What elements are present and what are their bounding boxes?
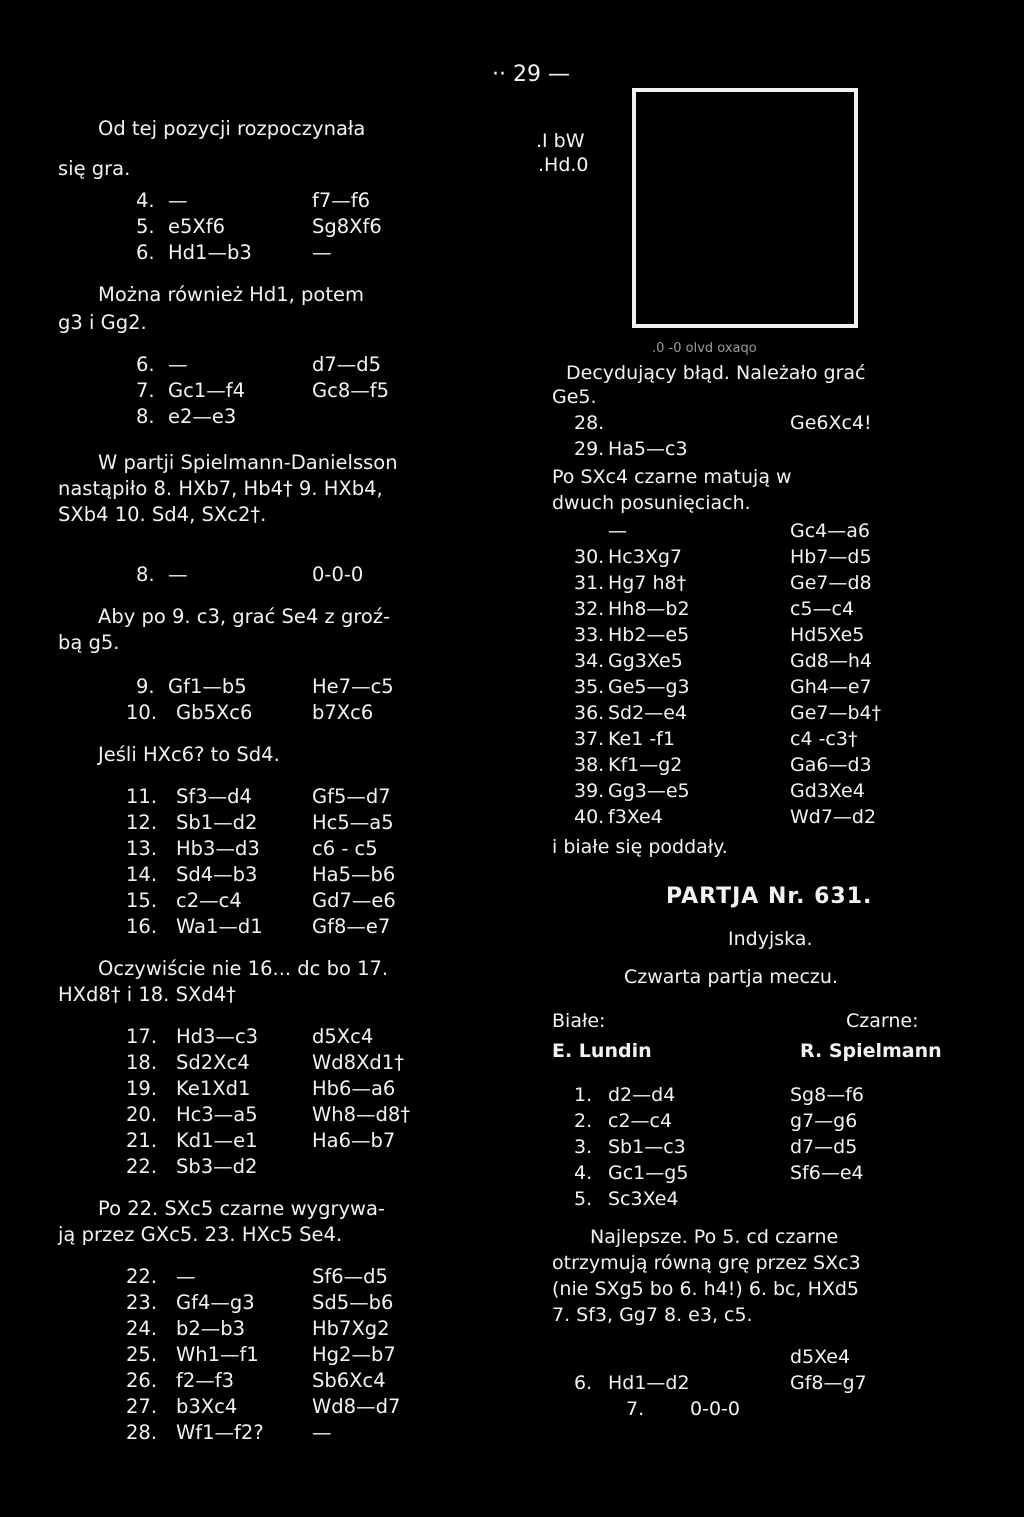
move-white: Hh8—b2: [608, 598, 690, 620]
move-number: 28.: [574, 412, 605, 434]
move-number: 2.: [574, 1110, 593, 1132]
move-black: Ga6—d3: [790, 754, 872, 776]
move-number: 17.: [126, 1025, 158, 1048]
move-black: —: [312, 1421, 332, 1444]
move-black: Gc8—f5: [312, 379, 390, 402]
move-number: 7.: [626, 1398, 645, 1420]
move-white: Hd1—d2: [608, 1372, 690, 1394]
left-text-line: nastąpiło 8. HXb7, Hb4† 9. HXb4,: [58, 477, 383, 500]
move-white: Gf4—g3: [176, 1291, 255, 1314]
move-black: Hb7Xg2: [312, 1317, 390, 1340]
move-number: 14.: [126, 863, 158, 886]
move-white: c2—c4: [176, 889, 242, 912]
move-black: Gf8—g7: [790, 1372, 867, 1394]
diagram-bleed: .0 -0 olvd oxaqo: [652, 341, 757, 356]
left-text-line: ją przez GXc5. 23. HXc5 Se4.: [58, 1223, 343, 1246]
move-white: Sd2Xc4: [176, 1051, 250, 1074]
move-white: Ke1Xd1: [176, 1077, 251, 1100]
move-black: c5—c4: [790, 598, 855, 620]
move-black: Ha6—b7: [312, 1129, 396, 1152]
move-number: 8.: [136, 563, 155, 586]
move-number: 30.: [574, 546, 605, 568]
move-black: Ha5—b6: [312, 863, 396, 886]
move-black: d7—d5: [790, 1136, 858, 1158]
move-black: Hb7—d5: [790, 546, 872, 568]
move-number: 40.: [574, 806, 605, 828]
move-white: Hb2—e5: [608, 624, 690, 646]
comment-line: Po SXc4 czarne matują w: [552, 466, 792, 488]
move-white: b3Xc4: [176, 1395, 238, 1418]
move-black: Wd7—d2: [790, 806, 877, 828]
move-white: —: [176, 1265, 196, 1288]
move-number: 23.: [126, 1291, 158, 1314]
move-white: —: [608, 520, 627, 542]
move-black: Gd8—h4: [790, 650, 873, 672]
move-black: He7—c5: [312, 675, 394, 698]
move-number: 10.: [126, 701, 158, 724]
move-white: Wh1—f1: [176, 1343, 259, 1366]
left-text-line: Oczywiście nie 16... dc bo 17.: [98, 957, 389, 980]
left-text-line: się gra.: [58, 157, 131, 180]
move-black: —: [312, 241, 332, 264]
move-black: Hd5Xe5: [790, 624, 865, 646]
move-number: 31.: [574, 572, 605, 594]
move-number: 18.: [126, 1051, 158, 1074]
move-black: c4 -c3†: [790, 728, 858, 750]
move-black: Sg8Xf6: [312, 215, 382, 238]
move-number: 7.: [136, 379, 155, 402]
move-black: d5Xc4: [312, 1025, 374, 1048]
move-white: Sb1—d2: [176, 811, 258, 834]
move-number: 24.: [126, 1317, 158, 1340]
move-black: Wd8Xd1†: [312, 1051, 404, 1074]
move-number: 4.: [574, 1162, 593, 1184]
move-black: Sg8—f6: [790, 1084, 864, 1106]
move-white: Ha5—c3: [608, 438, 688, 460]
black-player: R. Spielmann: [800, 1040, 942, 1062]
move-black: Hb6—a6: [312, 1077, 396, 1100]
left-text-line: bą g5.: [58, 631, 120, 654]
move-white: Wf1—f2?: [176, 1421, 264, 1444]
move-number: 6.: [136, 241, 155, 264]
move-number: 29.: [574, 438, 605, 460]
diagram-label-2: .Hd.0: [538, 154, 589, 176]
move-number: 9.: [136, 675, 155, 698]
move-white: Sb3—d2: [176, 1155, 258, 1178]
left-text-line: W partji Spielmann-Danielsson: [98, 451, 398, 474]
move-black: 0-0-0: [312, 563, 364, 586]
comment-line: Ge5.: [552, 386, 597, 408]
move-white: Sc3Xe4: [608, 1188, 679, 1210]
page-number-dash-right: —: [540, 62, 570, 87]
move-number: 22.: [126, 1265, 158, 1288]
move-black: Ge7—b4†: [790, 702, 882, 724]
move-number: 22.: [126, 1155, 158, 1178]
move-number: 38.: [574, 754, 605, 776]
move-white: Sb1—c3: [608, 1136, 686, 1158]
move-number: 20.: [126, 1103, 158, 1126]
move-number: 3.: [574, 1136, 593, 1158]
resign-line: i białe się poddały.: [552, 836, 728, 858]
move-black: Hc5—a5: [312, 811, 394, 834]
move-number: 6.: [574, 1372, 593, 1394]
move-black: Sf6—e4: [790, 1162, 864, 1184]
move-number: 13.: [126, 837, 158, 860]
game-title: PARTJA Nr. 631.: [666, 884, 873, 909]
move-white: b2—b3: [176, 1317, 246, 1340]
move-white: e5Xf6: [168, 215, 226, 238]
page-number-value: 29: [512, 62, 541, 87]
move-number: 25.: [126, 1343, 158, 1366]
move-number: 8.: [136, 405, 155, 428]
move-black: Hg2—b7: [312, 1343, 396, 1366]
black-label: Czarne:: [846, 1010, 919, 1032]
left-text-line: Aby po 9. c3, grać Se4 z groź-: [98, 605, 391, 628]
diagram-frame: [632, 90, 858, 328]
move-black: Wd8—d7: [312, 1395, 401, 1418]
move-number: 33.: [574, 624, 605, 646]
move-white: Kf1—g2: [608, 754, 683, 776]
move-black: Gf8—e7: [312, 915, 391, 938]
left-text-line: SXb4 10. Sd4, SXc2†.: [58, 503, 267, 526]
move-black: Gd7—e6: [312, 889, 396, 912]
move-number: 6.: [136, 353, 155, 376]
move-number: 11.: [126, 785, 158, 808]
move-black: Gd3Xe4: [790, 780, 865, 802]
move-number: 16.: [126, 915, 158, 938]
move-white: Wa1—d1: [176, 915, 263, 938]
note-line: otrzymują równą grę przez SXc3: [552, 1252, 861, 1274]
move-black: Sb6Xc4: [312, 1369, 386, 1392]
move-white: Gc1—f4: [168, 379, 246, 402]
move-black: Ge6Xc4!: [790, 412, 872, 434]
move-white: Gg3Xe5: [608, 650, 683, 672]
move-black: g7—g6: [790, 1110, 858, 1132]
move-black: Sf6—d5: [312, 1265, 388, 1288]
page-number: [478, 42, 570, 86]
move-white: Gg3—e5: [608, 780, 690, 802]
move-black: Wh8—d8†: [312, 1103, 411, 1126]
page-number-dash-left: ··: [492, 62, 513, 87]
move-number: 27.: [126, 1395, 158, 1418]
move-white: Ke1 -f1: [608, 728, 675, 750]
move-black: Ge7—d8: [790, 572, 872, 594]
left-text-line: g3 i Gg2.: [58, 311, 147, 334]
move-white: Sd4—b3: [176, 863, 258, 886]
move-white: Hg7 h8†: [608, 572, 687, 594]
move-white: c2—c4: [608, 1110, 673, 1132]
move-black: Sd5—b6: [312, 1291, 394, 1314]
note-line: (nie SXg5 bo 6. h4!) 6. bc, HXd5: [552, 1278, 860, 1300]
move-number: 28.: [126, 1421, 158, 1444]
move-white: d2—d4: [608, 1084, 676, 1106]
left-text-line: Jeśli HXc6? to Sd4.: [98, 743, 280, 766]
move-number: 19.: [126, 1077, 158, 1100]
left-text-line: Można również Hd1, potem: [98, 283, 364, 306]
move-white: Ge5—g3: [608, 676, 690, 698]
note-line: Najlepsze. Po 5. cd czarne: [590, 1226, 839, 1248]
comment-line: dwuch posunięciach.: [552, 492, 751, 514]
move-black: d7—d5: [312, 353, 382, 376]
move-number: 26.: [126, 1369, 158, 1392]
move-white: Gf1—b5: [168, 675, 247, 698]
move-white: Hd3—c3: [176, 1025, 259, 1048]
move-white: Sf3—d4: [176, 785, 252, 808]
move-black: Gh4—e7: [790, 676, 872, 698]
move-white: Hb3—d3: [176, 837, 260, 860]
move-white: 0-0-0: [690, 1398, 740, 1420]
move-number: 39.: [574, 780, 605, 802]
note-line: 7. Sf3, Gg7 8. e3, c5.: [552, 1304, 753, 1326]
move-white: Gb5Xc6: [176, 701, 253, 724]
move-white: e2—e3: [168, 405, 237, 428]
diagram-label-1: .I bW: [536, 130, 585, 152]
move-white: —: [168, 563, 188, 586]
move-number: 5.: [136, 215, 155, 238]
opening-name: Indyjska.: [728, 928, 813, 950]
game-subtitle: Czwarta partja meczu.: [624, 966, 838, 988]
move-white: —: [168, 353, 188, 376]
left-text-line: Od tej pozycji rozpoczynała: [98, 117, 366, 140]
move-number: 32.: [574, 598, 605, 620]
move-number: 37.: [574, 728, 605, 750]
white-label: Białe:: [552, 1010, 606, 1032]
left-text-line: Po 22. SXc5 czarne wygrywa-: [98, 1197, 385, 1220]
move-number: 36.: [574, 702, 605, 724]
move-white: Hc3Xg7: [608, 546, 682, 568]
move-white: —: [168, 189, 188, 212]
move-white: Sd2—e4: [608, 702, 687, 724]
comment-line: Decydujący błąd. Należało grać: [566, 362, 866, 384]
move-white: Hd1—b3: [168, 241, 252, 264]
move-number: 5.: [574, 1188, 593, 1210]
move-black: d5Xe4: [790, 1346, 851, 1368]
move-white: Gc1—g5: [608, 1162, 689, 1184]
move-number: 4.: [136, 189, 155, 212]
white-player: E. Lundin: [552, 1040, 652, 1062]
move-white: f2—f3: [176, 1369, 235, 1392]
move-black: c6 - c5: [312, 837, 378, 860]
move-black: Gc4—a6: [790, 520, 870, 542]
move-black: f7—f6: [312, 189, 371, 212]
move-black: Gf5—d7: [312, 785, 391, 808]
move-number: 34.: [574, 650, 605, 672]
move-number: 15.: [126, 889, 158, 912]
move-white: Kd1—e1: [176, 1129, 258, 1152]
move-number: 1.: [574, 1084, 593, 1106]
move-white: Hc3—a5: [176, 1103, 258, 1126]
move-number: 12.: [126, 811, 158, 834]
move-white: f3Xe4: [608, 806, 663, 828]
left-text-line: HXd8† i 18. SXd4†: [58, 983, 236, 1006]
move-black: b7Xc6: [312, 701, 374, 724]
move-number: 21.: [126, 1129, 158, 1152]
move-number: 35.: [574, 676, 605, 698]
